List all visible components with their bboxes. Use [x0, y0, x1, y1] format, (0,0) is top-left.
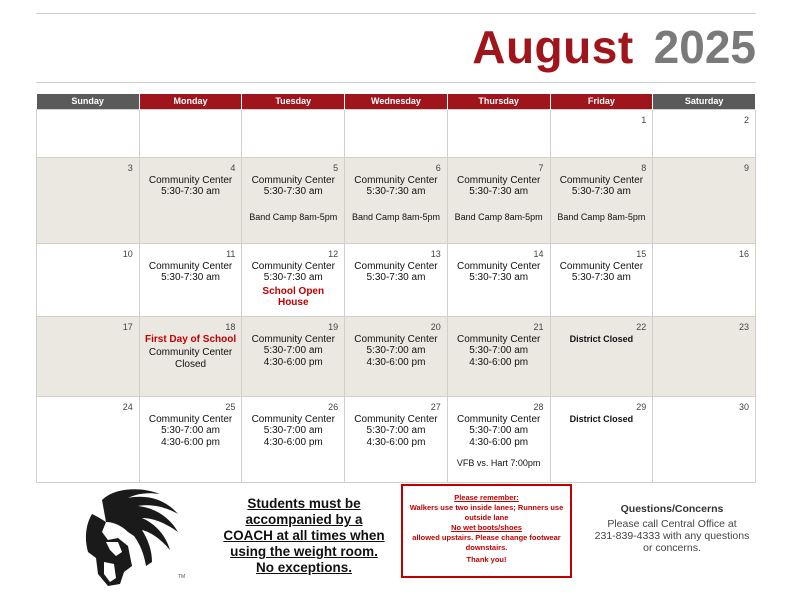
event-line: Community Center: [251, 260, 335, 272]
day-cell: [653, 109, 756, 157]
event-line: 4:30-6:00 pm: [366, 356, 426, 368]
day-number: 10: [122, 248, 133, 259]
day-number: 30: [738, 401, 749, 412]
weekday-header-row: [37, 94, 756, 109]
day-cell: [345, 243, 448, 316]
day-cell: [550, 396, 653, 482]
event-line: Community Center: [354, 333, 438, 345]
reminder-line: outside lane: [464, 513, 509, 522]
event-block: [140, 158, 242, 198]
event-line: Community Center: [251, 413, 335, 425]
event-line: Community Center: [354, 174, 438, 186]
event-line: Band Camp 8am-5pm: [454, 211, 543, 222]
event-line: Community Center: [456, 174, 541, 186]
reminder-line: Walkers use two inside lanes; Runners use: [409, 503, 564, 512]
day-cell: [139, 316, 242, 396]
day-number: 9: [743, 162, 749, 173]
day-number: 16: [738, 248, 749, 259]
reminder-title: Please remember:: [454, 493, 519, 502]
day-cell: [550, 157, 653, 243]
day-cell: [653, 243, 756, 316]
questions-block: [586, 503, 758, 554]
day-cell: [447, 396, 550, 482]
day-cell: [37, 396, 140, 482]
district-closed-label: District Closed: [569, 413, 634, 424]
event-line: 5:30-7:00 am: [366, 425, 426, 436]
event-line: Community Center: [148, 260, 233, 272]
day-cell: [345, 109, 448, 157]
week-row: [37, 109, 756, 157]
event-line: 5:30-7:30 am: [263, 272, 323, 283]
event-line: 5:30-7:30 am: [161, 272, 221, 283]
event-line: Community Center: [148, 174, 233, 186]
day-number: 1: [641, 114, 647, 125]
day-number: 6: [435, 162, 441, 173]
reminder-box: [401, 484, 572, 578]
weekday-sunday: Sunday: [37, 94, 140, 109]
day-number: 25: [225, 401, 236, 412]
week-row: [37, 243, 756, 316]
day-cell: [242, 157, 345, 243]
day-cell: [37, 316, 140, 396]
event-line: Community Center: [456, 333, 541, 345]
day-cell: [653, 157, 756, 243]
event-line: Community Center: [148, 347, 233, 358]
week-row: [37, 157, 756, 243]
coach-notice: [220, 496, 388, 576]
event-line: Band Camp 8am-5pm: [351, 211, 440, 222]
day-cell: [550, 243, 653, 316]
event-line: 5:30-7:30 am: [571, 272, 631, 283]
day-number: 14: [533, 248, 544, 259]
day-number: 22: [636, 321, 647, 332]
coach-notice-line: Students must be: [247, 496, 361, 511]
event-line: 5:30-7:30 am: [366, 186, 426, 197]
event-line: VFB vs. Hart 7:00pm: [456, 458, 541, 468]
coach-notice-line: COACH at all times when: [223, 528, 385, 543]
event-line: 5:30-7:30 am: [161, 186, 221, 197]
day-cell: [139, 243, 242, 316]
day-cell: [550, 316, 653, 396]
day-cell: [345, 316, 448, 396]
event-line: Community Center: [456, 260, 541, 272]
trademark-mark: TM: [178, 574, 186, 580]
calendar-title: [472, 20, 756, 76]
day-cell: [139, 157, 242, 243]
reminder-line: allowed upstairs. Please change footwear: [412, 533, 561, 542]
spartan-helmet-logo: [62, 486, 184, 592]
day-cell: [242, 243, 345, 316]
event-line: Community Center: [354, 413, 438, 425]
event-block: [242, 158, 344, 224]
day-cell: [653, 396, 756, 482]
event-line: 5:30-7:00 am: [161, 425, 221, 436]
day-number: 26: [328, 401, 339, 412]
day-number: 3: [127, 162, 133, 173]
day-cell: [242, 109, 345, 157]
event-line: Band Camp 8am-5pm: [249, 211, 338, 222]
event-line: 4:30-6:00 pm: [469, 356, 529, 368]
day-number: 12: [328, 248, 339, 259]
day-cell: [242, 396, 345, 482]
day-cell: [345, 157, 448, 243]
event-line: 5:30-7:00 am: [469, 345, 529, 356]
event-line: Community Center: [148, 413, 233, 425]
day-cell: [447, 157, 550, 243]
weekday-friday: Friday: [550, 94, 653, 109]
day-number: 5: [333, 162, 339, 173]
event-line: 5:30-7:30 am: [469, 186, 529, 197]
questions-line: Please call Central Office at: [607, 518, 737, 530]
day-number: 7: [538, 162, 544, 173]
event-line: Community Center: [559, 260, 644, 272]
school-open-house-label: House: [277, 297, 309, 308]
day-number: 18: [225, 321, 236, 332]
weekday-wednesday: Wednesday: [345, 94, 448, 109]
day-cell: [242, 316, 345, 396]
event-line: Community Center: [251, 174, 335, 186]
day-cell: [550, 109, 653, 157]
day-number: 21: [533, 321, 544, 332]
event-block: [345, 158, 447, 224]
month-label: August: [472, 21, 634, 73]
day-number: 20: [430, 321, 441, 332]
day-cell: [447, 109, 550, 157]
day-cell: [139, 396, 242, 482]
weekday-tuesday: Tuesday: [242, 94, 345, 109]
day-cell: [37, 243, 140, 316]
event-line: Band Camp 8am-5pm: [557, 211, 646, 222]
day-number: 23: [738, 321, 749, 332]
event-line: Community Center: [251, 333, 335, 345]
event-line: Community Center: [354, 260, 438, 272]
day-number: 28: [533, 401, 544, 412]
day-number: 24: [122, 401, 133, 412]
week-row: [37, 316, 756, 396]
event-line: 5:30-7:00 am: [366, 345, 426, 356]
reminder-line: No wet boots/shoes: [451, 523, 522, 532]
day-number: 2: [743, 114, 749, 125]
first-day-of-school-label: First Day of School: [144, 333, 237, 345]
weekday-thursday: Thursday: [447, 94, 550, 109]
day-cell: [139, 109, 242, 157]
event-line: Community Center: [559, 174, 644, 186]
day-number: 17: [122, 321, 133, 332]
day-number: 8: [641, 162, 647, 173]
event-line: Community Center: [456, 413, 541, 425]
event-block: [551, 158, 653, 224]
event-line: 5:30-7:30 am: [263, 186, 323, 197]
event-line: 4:30-6:00 pm: [366, 436, 426, 448]
day-number: 11: [226, 248, 236, 259]
day-number: 15: [636, 248, 647, 259]
year-label: 2025: [653, 21, 756, 73]
event-line: 4:30-6:00 pm: [161, 436, 221, 448]
coach-notice-line: accompanied by a: [245, 512, 363, 527]
top-rule: [36, 13, 756, 14]
event-line: 5:30-7:00 am: [263, 425, 323, 436]
day-number: 19: [328, 321, 339, 332]
event-line: Closed: [174, 358, 207, 370]
event-line: 5:30-7:30 am: [571, 186, 631, 197]
weekday-saturday: Saturday: [653, 94, 756, 109]
day-cell: [447, 316, 550, 396]
day-cell: [37, 157, 140, 243]
questions-line: or concerns.: [643, 542, 701, 554]
day-cell: [345, 396, 448, 482]
event-line: 5:30-7:30 am: [469, 272, 529, 283]
reminder-line: downstairs.: [465, 543, 508, 552]
event-block: [448, 158, 550, 224]
event-line: 4:30-6:00 pm: [263, 356, 323, 368]
event-line: 5:30-7:00 am: [469, 425, 529, 436]
school-open-house-label: School Open: [262, 285, 325, 297]
calendar-grid: [36, 94, 756, 483]
coach-notice-line: using the weight room.: [230, 544, 378, 559]
day-cell: [447, 243, 550, 316]
district-closed-label: District Closed: [569, 333, 634, 344]
questions-line: 231-839-4333 with any questions: [594, 530, 750, 542]
weekday-monday: Monday: [139, 94, 242, 109]
title-rule: [36, 82, 756, 83]
day-number: 4: [230, 162, 236, 173]
day-number: 27: [430, 401, 441, 412]
day-number: 13: [430, 248, 441, 259]
event-line: 5:30-7:30 am: [366, 272, 426, 283]
day-cell: [653, 316, 756, 396]
day-number: 29: [636, 401, 647, 412]
event-line: 4:30-6:00 pm: [263, 436, 323, 448]
reminder-line: Thank you!: [466, 555, 507, 564]
week-row: [37, 396, 756, 482]
questions-title: Questions/Concerns: [620, 503, 724, 515]
event-line: 5:30-7:00 am: [263, 345, 323, 356]
coach-notice-line: No exceptions.: [255, 560, 353, 575]
event-line: 4:30-6:00 pm: [469, 436, 529, 448]
day-cell: [37, 109, 140, 157]
